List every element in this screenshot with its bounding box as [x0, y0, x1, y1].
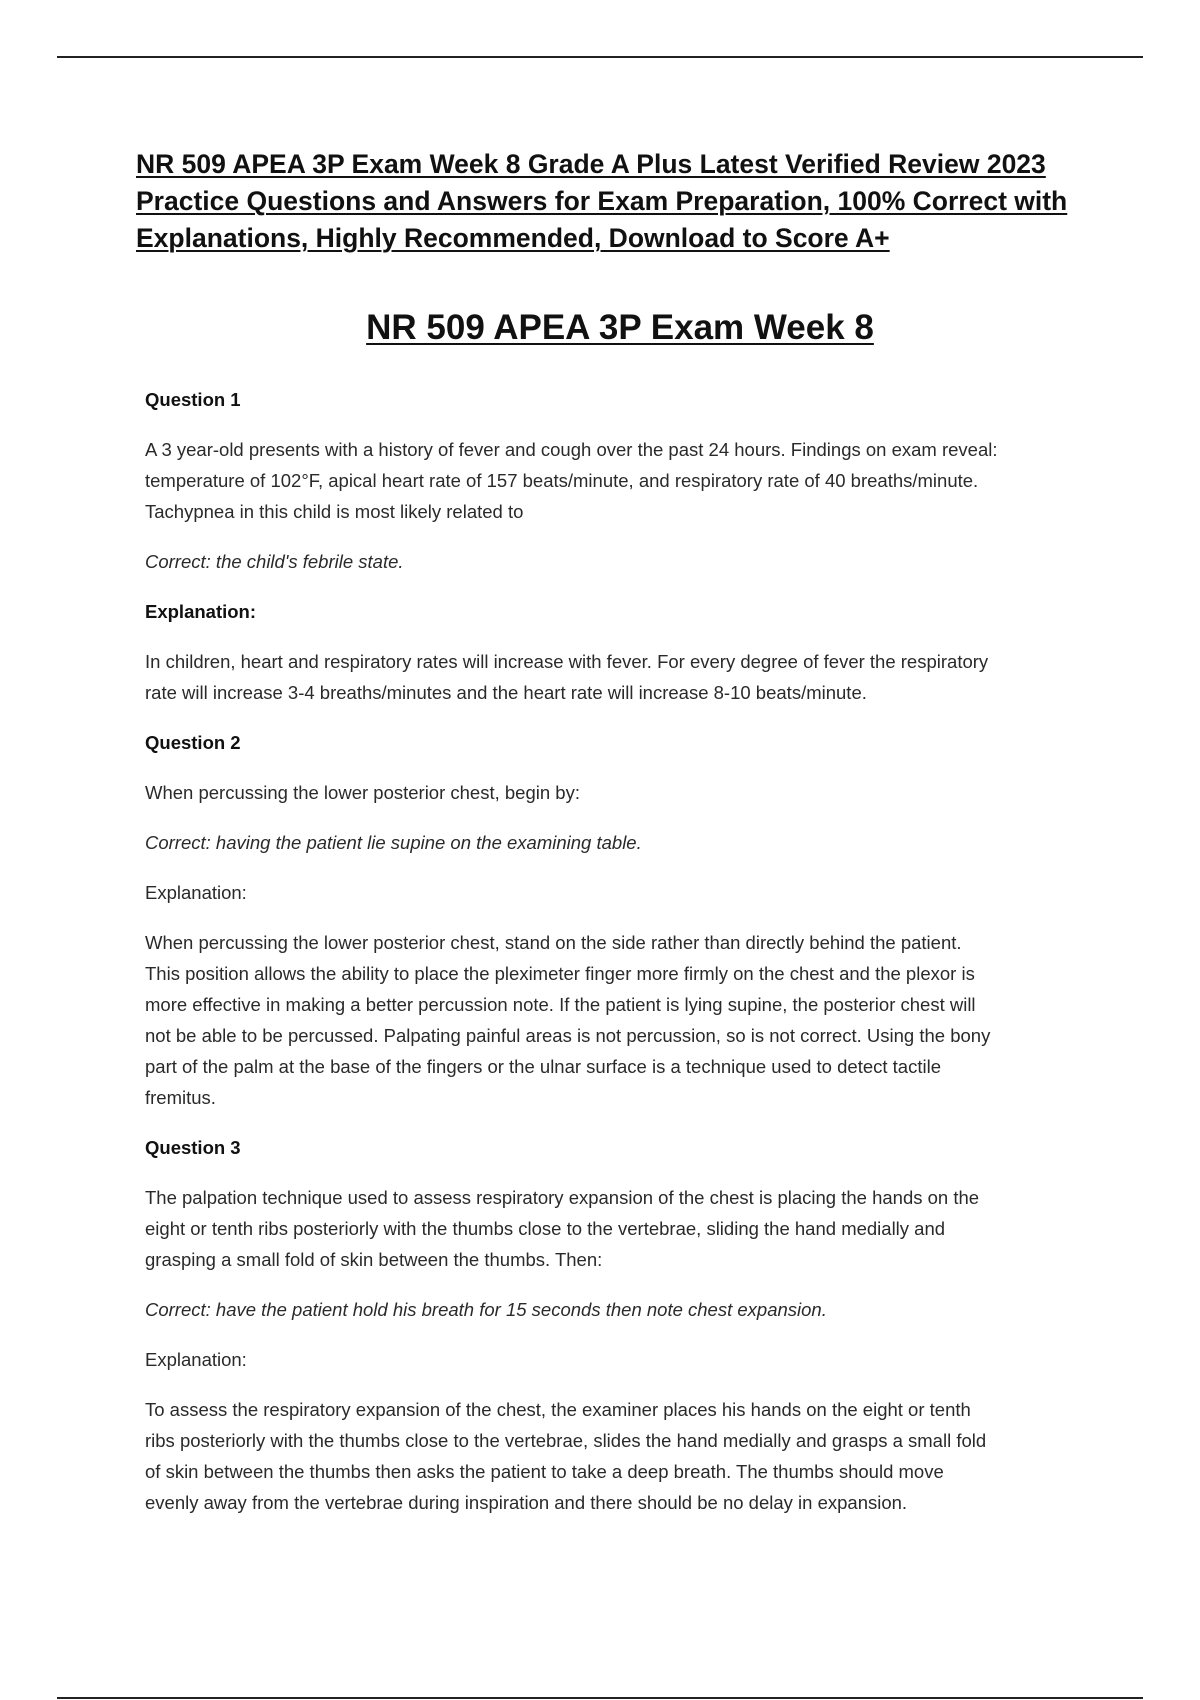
- question-text-line: eight or tenth ribs posteriorly with the thumbs close to the vertebrae, sliding the hand medially and: [145, 1218, 946, 1239]
- explanation-line: part of the palm at the base of the fingers or the ulnar surface is a technique used to detect tactile: [145, 1056, 941, 1077]
- header-line: Explanations, Highly Recommended, Download to Score A+: [136, 223, 890, 253]
- explanation-text: [145, 646, 1090, 708]
- correct-answer: Correct: the child's febrile state.: [145, 551, 404, 572]
- question-text: [145, 1182, 1090, 1275]
- question-text-line: grasping a small fold of skin between the thumbs. Then:: [145, 1249, 603, 1270]
- document-title: NR 509 APEA 3P Exam Week 8: [366, 308, 874, 347]
- explanation-line: This position allows the ability to place the pleximeter finger more firmly on the chest and the plexor is: [145, 963, 975, 984]
- explanation-line: fremitus.: [145, 1087, 216, 1108]
- question-text: [145, 434, 1090, 527]
- header-line: Practice Questions and Answers for Exam Preparation, 100% Correct with: [136, 186, 1068, 216]
- correct-answer: Correct: having the patient lie supine on the examining table.: [145, 832, 642, 853]
- explanation-text: [145, 1394, 1090, 1518]
- explanation-line: When percussing the lower posterior chest, stand on the side rather than directly behind the patient.: [145, 932, 962, 953]
- question-text-line: Tachypnea in this child is most likely related to: [145, 501, 524, 522]
- question-list: [145, 384, 1090, 1537]
- explanation-line: not be able to be percussed. Palpating painful areas is not percussion, so is not correct. Using the bony: [145, 1025, 991, 1046]
- bottom-rule: [57, 1697, 1143, 1699]
- explanation-line: evenly away from the vertebrae during inspiration and there should be no delay in expansion.: [145, 1492, 908, 1513]
- explanation-line: To assess the respiratory expansion of the chest, the examiner places his hands on the eight or tenth: [145, 1399, 971, 1420]
- document-header: [136, 146, 1096, 257]
- question-text: [145, 777, 1090, 808]
- explanation-line: ribs posteriorly with the thumbs close to the vertebrae, slides the hand medially and grasps a small fold: [145, 1430, 987, 1451]
- question-heading: Question 3: [145, 1137, 241, 1158]
- explanation-label: Explanation:: [145, 1349, 247, 1370]
- explanation-line: rate will increase 3-4 breaths/minutes and the heart rate will increase 8-10 beats/minute.: [145, 682, 867, 703]
- question-heading: Question 2: [145, 732, 241, 753]
- header-line: NR 509 APEA 3P Exam Week 8 Grade A Plus Latest Verified Review 2023: [136, 149, 1046, 179]
- explanation-label: Explanation:: [145, 882, 247, 903]
- explanation-line: of skin between the thumbs then asks the patient to take a deep breath. The thumbs should move: [145, 1461, 944, 1482]
- question-heading: Question 1: [145, 389, 241, 410]
- question-text-line: temperature of 102°F, apical heart rate of 157 beats/minute, and respiratory rate of 40 breaths/minute.: [145, 470, 979, 491]
- question-text-line: The palpation technique used to assess respiratory expansion of the chest is placing the hands on the: [145, 1187, 980, 1208]
- top-rule: [57, 56, 1143, 58]
- correct-answer: Correct: have the patient hold his breath for 15 seconds then note chest expansion.: [145, 1299, 827, 1320]
- explanation-text: [145, 927, 1090, 1113]
- explanation-line: In children, heart and respiratory rates will increase with fever. For every degree of fever the respiratory: [145, 651, 989, 672]
- explanation-line: more effective in making a better percussion note. If the patient is lying supine, the posterior chest will: [145, 994, 976, 1015]
- question-text-line: A 3 year-old presents with a history of fever and cough over the past 24 hours. Findings on exam reveal:: [145, 439, 998, 460]
- explanation-label: Explanation:: [145, 601, 257, 622]
- question-text-line: When percussing the lower posterior chest, begin by:: [145, 782, 580, 803]
